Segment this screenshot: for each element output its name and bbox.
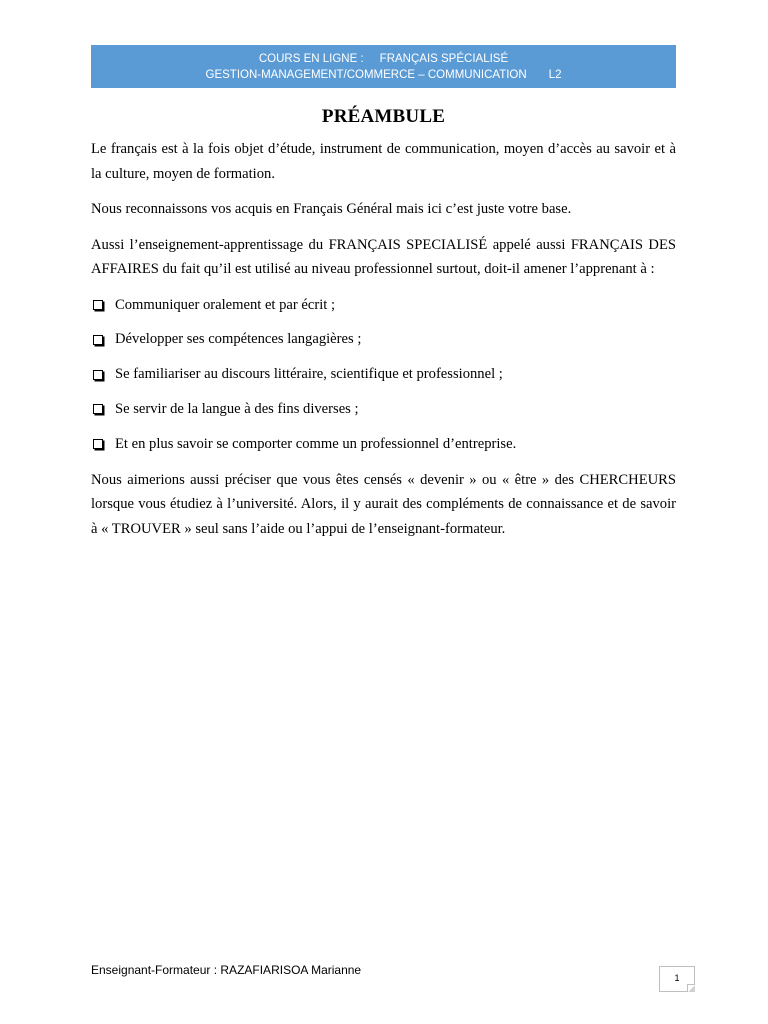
page-title: PRÉAMBULE: [321, 106, 446, 127]
header-line-1: [91, 51, 676, 67]
list-item: [91, 397, 676, 422]
paragraph-researchers: Nous aimerions aussi préciser que vous êtes censés « devenir » ou « être » des CHERCHEURS lorsque vous étudiez à l’université. Alors, il y aurait des compléments de connaissance et de savoir à « TROUVER » seul sans l’aide ou l’appui de l’enseignant-formateur.: [91, 471, 676, 537]
checkbox-icon: [93, 300, 103, 310]
header-course-title: FRANÇAIS SPÉCIALISÉ: [379, 53, 509, 65]
list-item: [91, 327, 676, 352]
paragraph-objectives: Aussi l’enseignement-apprentissage du FRANÇAIS SPECIALISÉ appelé aussi FRANÇAIS DES AFFAIRES du fait qu’il est utilisé au niveau professionnel surtout, doit-il amener l’apprenant à :: [91, 236, 676, 277]
list-item-text: Développer ses compétences langagières ;: [115, 331, 362, 348]
header-line-2: [91, 67, 676, 83]
document-header: [91, 45, 676, 88]
checkbox-icon: [93, 370, 103, 380]
page-number: 1: [659, 966, 695, 992]
list-item-text: Communiquer oralement et par écrit ;: [115, 296, 336, 313]
footer-author: Enseignant-Formateur : RAZAFIARISOA Marianne: [91, 963, 362, 977]
paragraph-intro: Le français est à la fois objet d’étude, instrument de communication, moyen d’accès au savoir et à la culture, moyen de formation.: [91, 141, 676, 182]
checkbox-icon: [93, 439, 103, 449]
document-body: [91, 137, 676, 552]
list-item: [91, 362, 676, 387]
checkbox-icon: [93, 404, 103, 414]
header-program: GESTION-MANAGEMENT/COMMERCE – COMMUNICATION: [205, 69, 527, 81]
header-course-label: COURS EN LIGNE :: [258, 53, 364, 65]
header-level: L2: [548, 69, 562, 81]
list-item: [91, 293, 676, 318]
objectives-list: [91, 293, 676, 457]
checkbox-icon: [93, 335, 103, 345]
list-item-text: Et en plus savoir se comporter comme un professionnel d’entreprise.: [115, 436, 517, 453]
list-item-text: Se familiariser au discours littéraire, scientifique et professionnel ;: [115, 366, 503, 383]
paragraph-acquis: Nous reconnaissons vos acquis en Français Général mais ici c’est juste votre base.: [91, 201, 572, 217]
list-item-text: Se servir de la langue à des fins diverses ;: [115, 401, 359, 418]
list-item: [91, 432, 676, 457]
